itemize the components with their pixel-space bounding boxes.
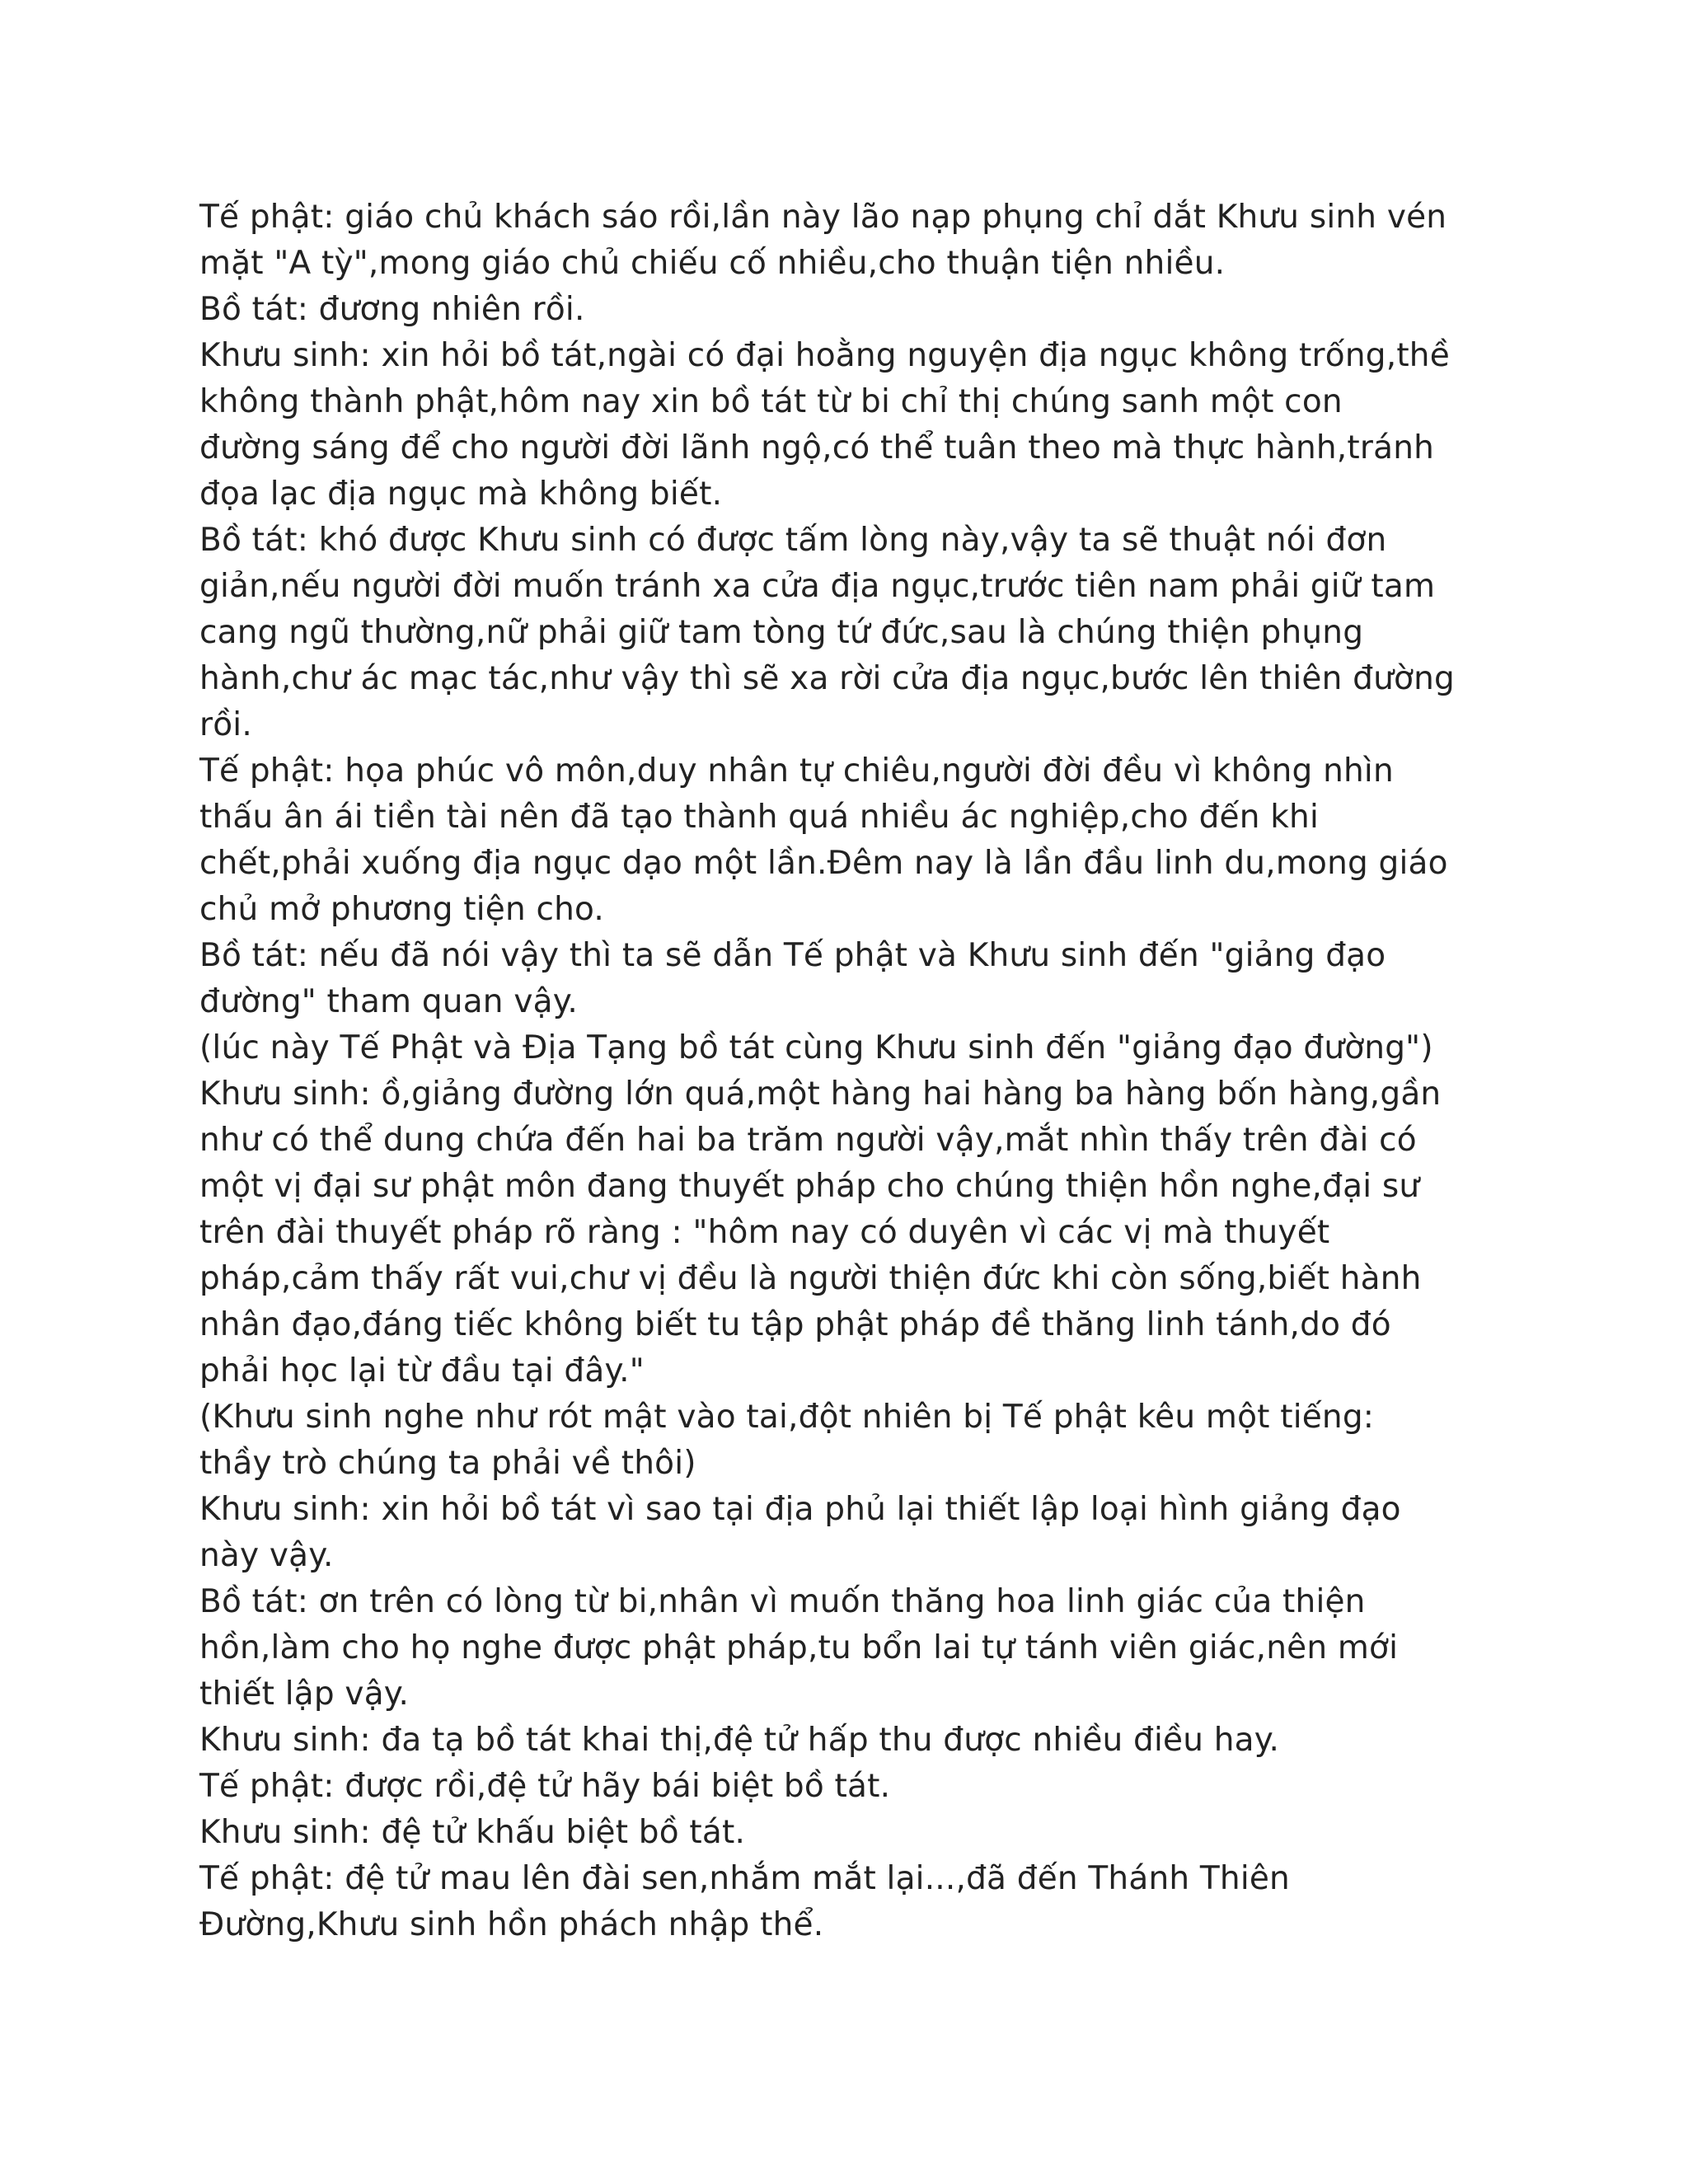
text-line: rồi.	[199, 706, 252, 743]
text-line: thiết lập vậy.	[199, 1675, 410, 1713]
text-line: thấu ân ái tiền tài nên đã tạo thành quá nhiều ác nghiệp,cho đến khi	[199, 799, 1319, 836]
text-line: pháp,cảm thấy rất vui,chư vị đều là người thiện đức khi còn sống,biết hành	[199, 1260, 1422, 1297]
text-line: đường" tham quan vậy.	[199, 983, 579, 1020]
text-line: này vậy.	[199, 1537, 334, 1574]
text-line: Đường,Khưu sinh hồn phách nhập thể.	[199, 1906, 824, 1943]
text-line: Bồ tát: khó được Khưu sinh có được tấm lòng này,vậy ta sẽ thuật nói đơn	[199, 522, 1387, 559]
text-line: một vị đại sư phật môn đang thuyết pháp cho chúng thiện hồn nghe,đại sư	[199, 1168, 1420, 1205]
text-line: Khưu sinh: ồ,giảng đường lớn quá,một hàng hai hàng ba hàng bốn hàng,gần	[199, 1076, 1442, 1113]
text-line: Khưu sinh: đệ tử khấu biệt bồ tát.	[199, 1814, 746, 1851]
text-line: Bồ tát: đương nhiên rồi.	[199, 291, 585, 328]
text-line: mặt "A tỳ",mong giáo chủ chiếu cố nhiều,cho thuận tiện nhiều.	[199, 245, 1226, 282]
text-line: nhân đạo,đáng tiếc không biết tu tập phật pháp đề thăng linh tánh,do đó	[199, 1306, 1391, 1343]
text-line: đọa lạc địa ngục mà không biết.	[199, 476, 723, 513]
text-line: Tế phật: giáo chủ khách sáo rồi,lần này lão nạp phụng chỉ dắt Khưu sinh vén	[199, 199, 1447, 236]
text-line: trên đài thuyết pháp rõ ràng : "hôm nay có duyên vì các vị mà thuyết	[199, 1214, 1330, 1251]
text-line: chết,phải xuống địa ngục dạo một lần.Đêm nay là lần đầu linh du,mong giáo	[199, 845, 1448, 882]
text-line: phải học lại từ đầu tại đây."	[199, 1352, 645, 1390]
text-line: hành,chư ác mạc tác,như vậy thì sẽ xa rời cửa địa ngục,bước lên thiên đường	[199, 660, 1455, 697]
text-line: như có thể dung chứa đến hai ba trăm người vậy,mắt nhìn thấy trên đài có	[199, 1122, 1417, 1159]
text-line: Khưu sinh: đa tạ bồ tát khai thị,đệ tử hấp thu được nhiều điều hay.	[199, 1722, 1280, 1759]
text-line: Tế phật: được rồi,đệ tử hãy bái biệt bồ tát.	[199, 1768, 891, 1805]
text-line: Bồ tát: ơn trên có lòng từ bi,nhân vì muốn thăng hoa linh giác của thiện	[199, 1583, 1366, 1620]
text-line: đường sáng để cho người đời lãnh ngộ,có thể tuân theo mà thực hành,tránh	[199, 429, 1435, 466]
text-line: hồn,làm cho họ nghe được phật pháp,tu bổn lai tự tánh viên giác,nên mới	[199, 1629, 1399, 1666]
text-line: Tế phật: đệ tử mau lên đài sen,nhắm mắt lại...,đã đến Thánh Thiên	[199, 1860, 1290, 1897]
text-line: Bồ tát: nếu đã nói vậy thì ta sẽ dẫn Tế phật và Khưu sinh đến "giảng đạo	[199, 937, 1386, 974]
text-line: (lúc này Tế Phật và Địa Tạng bồ tát cùng Khưu sinh đến "giảng đạo đường")	[199, 1029, 1433, 1066]
text-line: chủ mở phương tiện cho.	[199, 891, 605, 928]
text-line: Khưu sinh: xin hỏi bồ tát,ngài có đại hoằng nguyện địa ngục không trống,thề	[199, 337, 1450, 374]
text-line: Tế phật: họa phúc vô môn,duy nhân tự chiêu,người đời đều vì không nhìn	[199, 752, 1394, 790]
document-body	[199, 194, 1502, 1948]
text-line: giản,nếu người đời muốn tránh xa cửa địa ngục,trước tiên nam phải giữ tam	[199, 568, 1436, 605]
text-line: cang ngũ thường,nữ phải giữ tam tòng tứ đức,sau là chúng thiện phụng	[199, 614, 1364, 651]
text-line: (Khưu sinh nghe như rót mật vào tai,đột nhiên bị Tế phật kêu một tiếng:	[199, 1399, 1375, 1436]
text-line: thầy trò chúng ta phải về thôi)	[199, 1445, 696, 1482]
text-line: không thành phật,hôm nay xin bồ tát từ bi chỉ thị chúng sanh một con	[199, 383, 1343, 420]
text-line: Khưu sinh: xin hỏi bồ tát vì sao tại địa phủ lại thiết lập loại hình giảng đạo	[199, 1491, 1401, 1528]
